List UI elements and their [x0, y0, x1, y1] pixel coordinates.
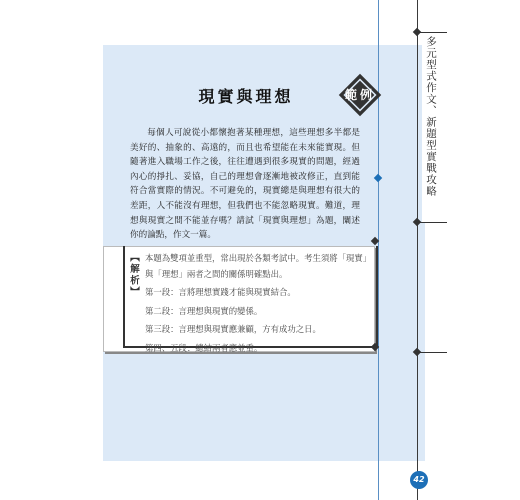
- black-vertical-rule: [417, 0, 418, 500]
- example-badge-label: 範例: [344, 88, 375, 102]
- side-lower-rule: [417, 352, 447, 353]
- page-title: 現實與理想: [198, 87, 294, 106]
- analysis-label: 【解析】: [128, 252, 139, 298]
- analysis-line: 與「理想」兩者之間的關係明確點出。: [145, 268, 288, 279]
- analysis-line: 第三段：言理想與現實應兼顧，方有成功之日。: [145, 324, 321, 334]
- analysis-line: 本題為雙項並重型，常出現於各類考試中。考生須將「現實」: [145, 253, 372, 263]
- analysis-line: 第一段：言將理想實踐才能與現實結合。: [145, 287, 296, 297]
- analysis-text: [145, 251, 373, 356]
- analysis-line: 第二段：言理想與現實的變係。: [145, 305, 263, 316]
- side-bottom-rule: [417, 222, 447, 223]
- side-top-diamond-icon: [413, 28, 421, 36]
- prompt-paragraph: 每個人可說從小都懷抱著某種理想，這些理想多半都是美好的、抽象的、高遠的，而且也希望能在未來能實現。但隨著進入職場工作之後，往往遭遇到很多現實的問題，經過內心的掙扎、妥協，自己的理想會逐漸地被改修正，直到能符合當實際的情況。不可避免的，現實總是與理想有很大的差距，人不能沒有理想，但我們也不能忽略現實。難道，理想與現實之間不能並存嗎？請試「現實與理想」為題，闡述你的論點，作文一篇。: [130, 128, 360, 241]
- analysis-connector: [375, 241, 378, 242]
- side-top-rule: [417, 32, 447, 33]
- page-number: 42: [410, 471, 428, 489]
- analysis-line: 第四、五段：總結兩者應並重。: [145, 342, 263, 353]
- blue-vertical-rule: [378, 0, 379, 500]
- side-title: 多元型式作文、新題型實戰攻略: [425, 36, 437, 197]
